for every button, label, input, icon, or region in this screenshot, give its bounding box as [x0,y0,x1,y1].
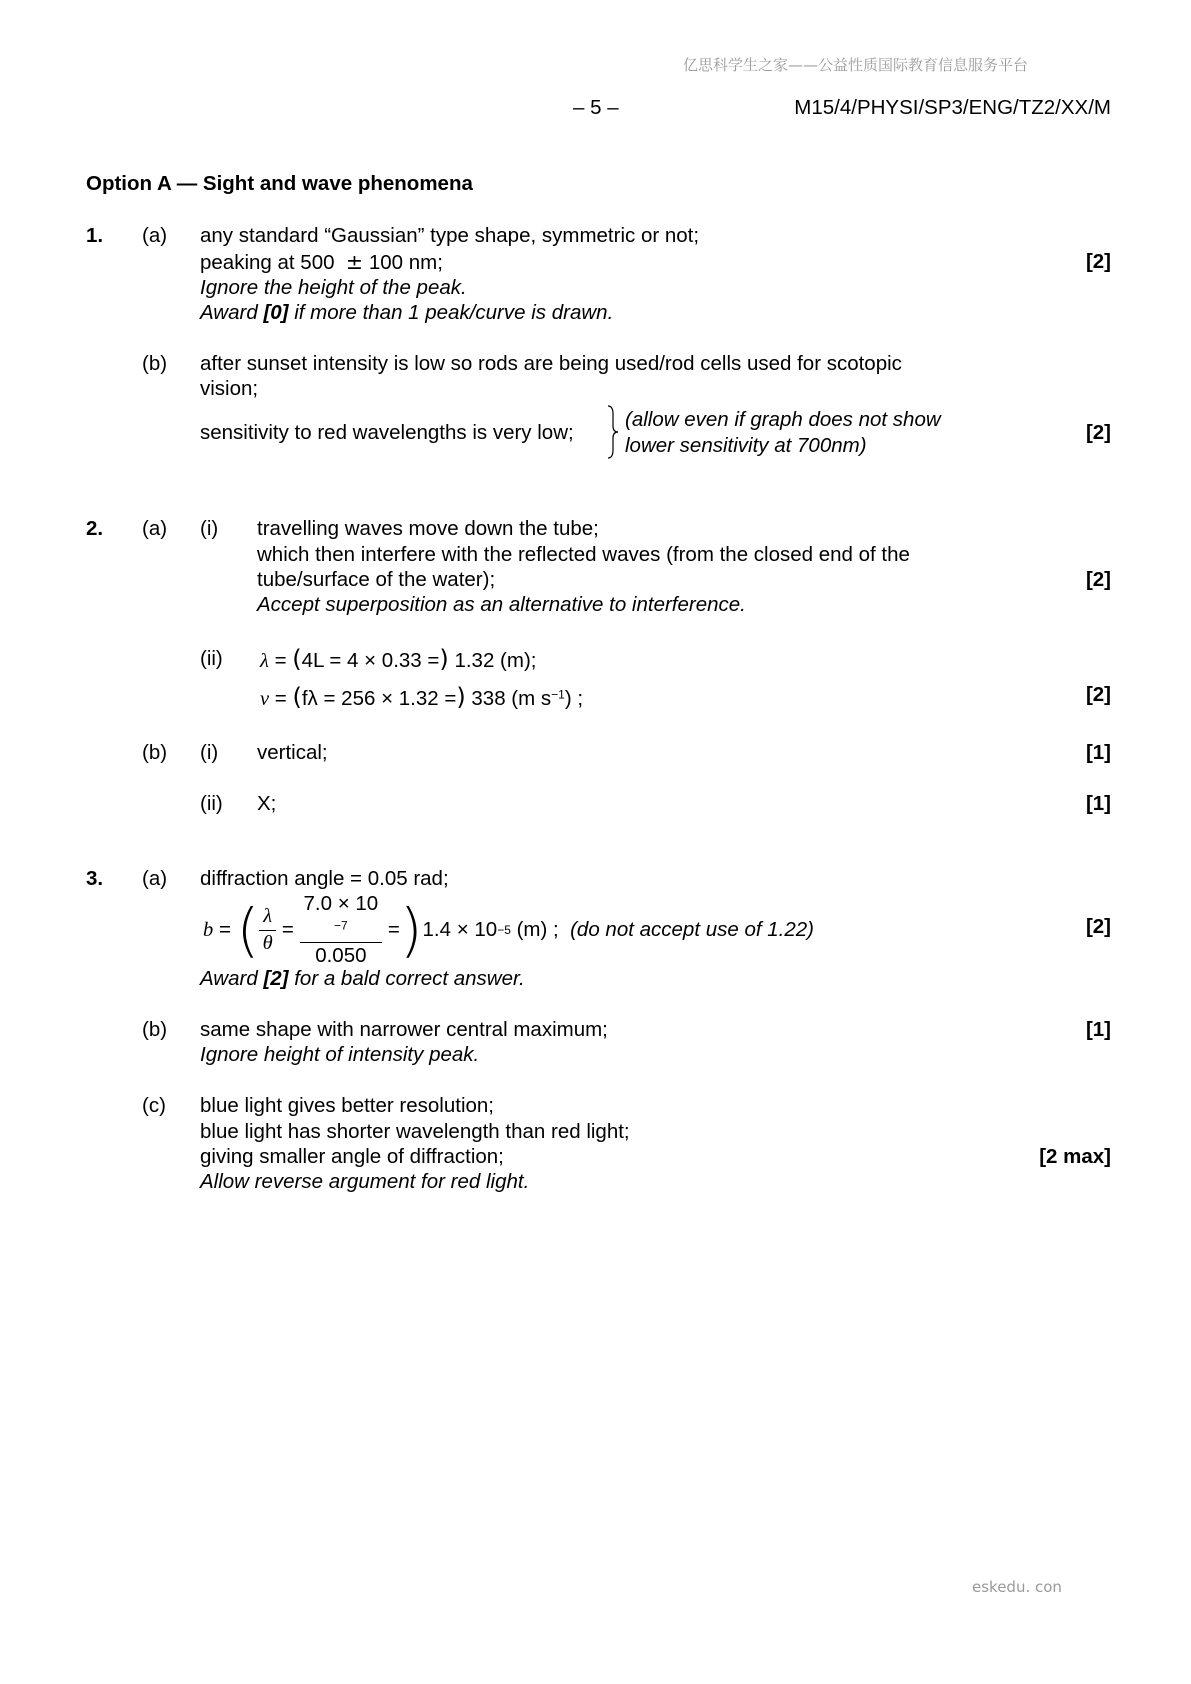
q3b-line1: same shape with narrower central maximum; [200,1018,608,1041]
q3c-line1: blue light gives better resolution; [200,1094,495,1117]
q1b-label: (b) [142,352,168,375]
q1b-note2: lower sensitivity at 700nm) [625,434,867,457]
q1b-brace [606,404,620,460]
q1-number: 1. [86,224,104,247]
q1b-mark: [2] [1085,421,1111,444]
q3c-line3: giving smaller angle of diffraction; [200,1145,504,1168]
watermark-bottom: eskedu. con [972,1578,1062,1596]
q1b-note1: (allow even if graph does not show [625,408,941,431]
q3c-line2: blue light has shorter wavelength than red light; [200,1120,630,1143]
q2-number: 2. [86,517,104,540]
document-code: M15/4/PHYSI/SP3/ENG/TZ2/XX/M [794,96,1111,119]
q2aii-equation-1: λ = (4L = 4 × 0.33 =) 1.32 (m); [260,645,537,673]
q2ai-line2: which then interfere with the reflected waves (from the closed end of the [257,543,910,566]
q2bii-text: X; [257,792,277,815]
q2bii-mark: [1] [1085,792,1111,815]
q2ai-note: Accept superposition as an alternative to interference. [257,593,746,616]
q3b-note: Ignore height of intensity peak. [200,1043,480,1066]
q1a-line1: any standard “Gaussian” type shape, symmetric or not; [200,224,700,247]
q3a-mark: [2] [1085,915,1111,938]
q2ai-line3: tube/surface of the water); [257,568,496,591]
q2a-label: (a) [142,517,168,540]
page-title: Option A — Sight and wave phenomena [86,172,473,195]
q1a-line2: peaking at 500 ± 100 nm; [200,250,443,274]
q1a-label: (a) [142,224,168,247]
q3-number: 3. [86,867,104,890]
q1b-line2: vision; [200,377,259,400]
q1a-mark: [2] [1085,250,1111,273]
q1a-note1: Ignore the height of the peak. [200,276,467,299]
q3a-fraction-lambda-theta: $\frac{\lambda}{\theta}$ [259,904,276,956]
q3a-fraction-values: 7.0 × 10 $^{-7}$ 0.050 [300,891,383,969]
q3c-label: (c) [142,1094,166,1117]
q3a-note: Award [2] for a bald correct answer. [200,967,525,990]
q2ai-mark: [2] [1085,568,1111,591]
watermark-top: 亿思科学生之家——公益性质国际教育信息服务平台 [683,56,1029,74]
q2b-label: (b) [142,741,168,764]
q2ai-label: (i) [200,517,219,540]
q2bi-text: vertical; [257,741,328,764]
q2aii-label: (ii) [200,647,223,670]
q3c-mark: [2 max] [1039,1145,1111,1168]
q1a-note2: Award [0] if more than 1 peak/curve is drawn. [200,301,614,324]
q3c-note: Allow reverse argument for red light. [200,1170,530,1193]
q3b-mark: [1] [1085,1018,1111,1041]
q2bi-label: (i) [200,741,219,764]
q1b-line1: after sunset intensity is low so rods are being used/rod cells used for scotopic [200,352,902,375]
q1b-line3: sensitivity to red wavelengths is very low; [200,421,574,444]
q2ai-line1: travelling waves move down the tube; [257,517,599,540]
q2aii-mark: [2] [1085,683,1111,706]
q3a-equation: b = ( $\frac{\lambda}{\theta}$ = 7.0 × 10 $^{-7}$ 0.050 = ) 1.4 × 10 −5 (m) ; (do not accept use of 1.22) [203,892,814,968]
q3b-label: (b) [142,1018,168,1041]
q2aii-equation-2: v = (fλ = 256 × 1.32 =) 338 (m $s^{-1}$) ; [260,683,584,711]
q3a-label: (a) [142,867,168,890]
q3a-line1: diffraction angle = 0.05 rad; [200,867,449,890]
q2bii-label: (ii) [200,792,223,815]
page-number: – 5 – [573,96,619,119]
q2bi-mark: [1] [1085,741,1111,764]
